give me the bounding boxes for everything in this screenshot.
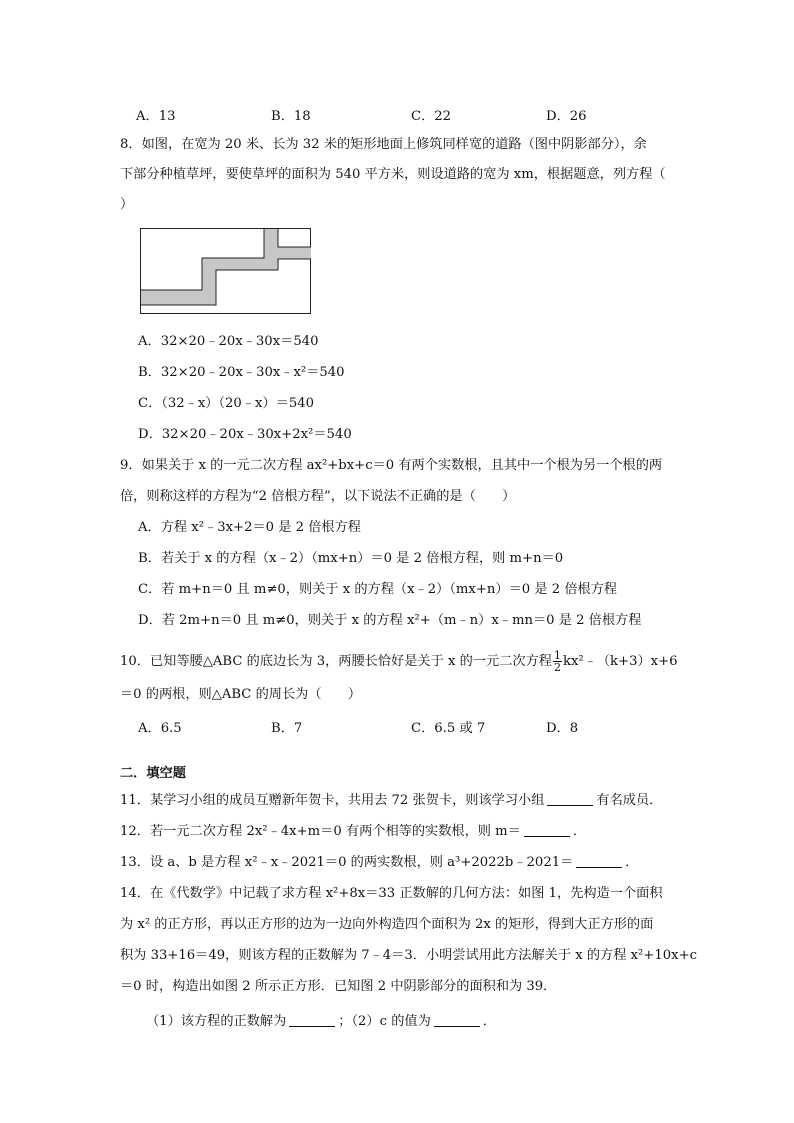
q8-line-1: 8．如图，在宽为 20 米、长为 32 米的矩形地面上修筑同样宽的道路（图中阴影部分），余 — [120, 137, 647, 152]
q9-option-a: A．方程 x²﹣3x+2＝0 是 2 倍根方程 — [138, 520, 361, 535]
q8-line-3: ） — [120, 197, 134, 212]
q9-line-2: 倍，则称这样的方程为“2 倍根方程”，以下说法不正确的是（ ） — [120, 489, 516, 504]
q9-option-b: B．若关于 x 的方程（x﹣2）（mx+n）＝0 是 2 倍根方程，则 m+n＝0 — [138, 551, 564, 566]
fraction-numerator: 1 — [553, 649, 561, 662]
q14-line-1: 14．在《代数学》中记载了求方程 x²+8x＝33 正数解的几何方法：如图 1，先构造一个面积 — [120, 886, 663, 901]
q10-option-c: C．6.5 或 7 — [411, 721, 486, 736]
q10-option-b: B．7 — [271, 721, 303, 736]
q8-option-b: B．32×20﹣20x﹣30x﹣x²＝540 — [138, 365, 345, 380]
q8-option-a: A．32×20﹣20x﹣30x＝540 — [138, 334, 319, 349]
road-diagram — [140, 228, 312, 316]
q10-options — [136, 717, 696, 735]
q8-option-d: D．32×20﹣20x﹣30x+2x²＝540 — [138, 427, 352, 442]
q12-answer-blank[interactable] — [524, 824, 570, 837]
q11-text: 11．某学习小组的成员互赠新年贺卡，共用去 72 张贺卡，则该学习小组 — [120, 793, 545, 808]
q14-sub-2: ；（2）c 的值为 — [338, 1014, 431, 1029]
q14-answer-blank-1[interactable] — [289, 1014, 335, 1027]
q8-option-c: C．（32﹣x）（20﹣x）＝540 — [138, 396, 314, 411]
q7-option-b: B．18 — [271, 109, 311, 124]
q10-line-2: ＝0 的两根，则△ABC 的周长为（ ） — [120, 687, 362, 702]
q14-line-3: 积为 33+16＝49，则该方程的正数解为 7﹣4＝3．小明尝试用此方法解关于 x 的方程 x²+10x+c — [120, 948, 698, 963]
q7-option-d: D．26 — [546, 109, 587, 124]
q9-line-1: 9．如果关于 x 的一元二次方程 ax²+bx+c＝0 有两个实数根，且其中一个根为另一个根的两 — [120, 458, 663, 473]
q10-line-1-text: 10．已知等腰△ABC 的底边长为 3，两腰长恰好是关于 x 的一元二次方程 — [120, 654, 552, 669]
half-fraction — [553, 650, 562, 673]
q7-option-a: A．13 — [136, 109, 176, 124]
q9-option-c: C．若 m+n＝0 且 m≠0，则关于 x 的方程（x﹣2）（mx+n）＝0 是 2 倍根方程 — [138, 582, 618, 597]
q14-line-4: ＝0 时，构造出如图 2 所示正方形．已知图 2 中阴影部分的面积和为 39． — [120, 979, 557, 994]
q10-line-1-tail: kx²﹣（k+3）x+6 — [562, 654, 678, 669]
q14-sub-questions — [146, 1013, 496, 1031]
q14-sub-end: ． — [482, 1014, 496, 1029]
q11-text-end: 有名成员． — [596, 793, 663, 808]
q13-line — [120, 854, 638, 872]
q14-answer-blank-2[interactable] — [434, 1014, 480, 1027]
section-title-fill-blank: 二．填空题 — [120, 766, 186, 781]
q10-line-1 — [120, 648, 678, 676]
q7-options — [136, 105, 696, 123]
q14-sub-1: （1）该方程的正数解为 — [146, 1014, 287, 1029]
q10-option-d: D．8 — [546, 721, 579, 736]
q13-text: 13．设 a、b 是方程 x²﹣x﹣2021＝0 的两实数根，则 a³+2022b﹣2021＝ — [120, 855, 574, 870]
q12-text-end: ． — [572, 824, 587, 839]
q7-option-c: C．22 — [411, 109, 452, 124]
q14-line-2: 为 x² 的正方形，再以正方形的边为一边向外构造四个面积为 2x 的矩形，得到大正方形的面 — [120, 917, 654, 932]
q12-text: 12．若一元二次方程 2x²﹣4x+m＝0 有两个相等的实数根，则 m＝ — [120, 824, 521, 839]
q9-option-d: D．若 2m+n＝0 且 m≠0，则关于 x 的方程 x²+（m﹣n）x﹣mn＝0 是 2 倍根方程 — [138, 613, 642, 628]
q12-line — [120, 823, 586, 841]
q11-line — [120, 792, 662, 810]
q13-text-end: ． — [625, 855, 639, 870]
fraction-denominator: 2 — [553, 661, 561, 674]
q10-option-a: A．6.5 — [138, 721, 182, 736]
q11-answer-blank[interactable] — [547, 793, 593, 806]
q8-line-2: 下部分种植草坪，要使草坪的面积为 540 平方米，则设道路的宽为 xm，根据题意，列方程（ — [120, 167, 666, 182]
q13-answer-blank[interactable] — [576, 855, 622, 868]
